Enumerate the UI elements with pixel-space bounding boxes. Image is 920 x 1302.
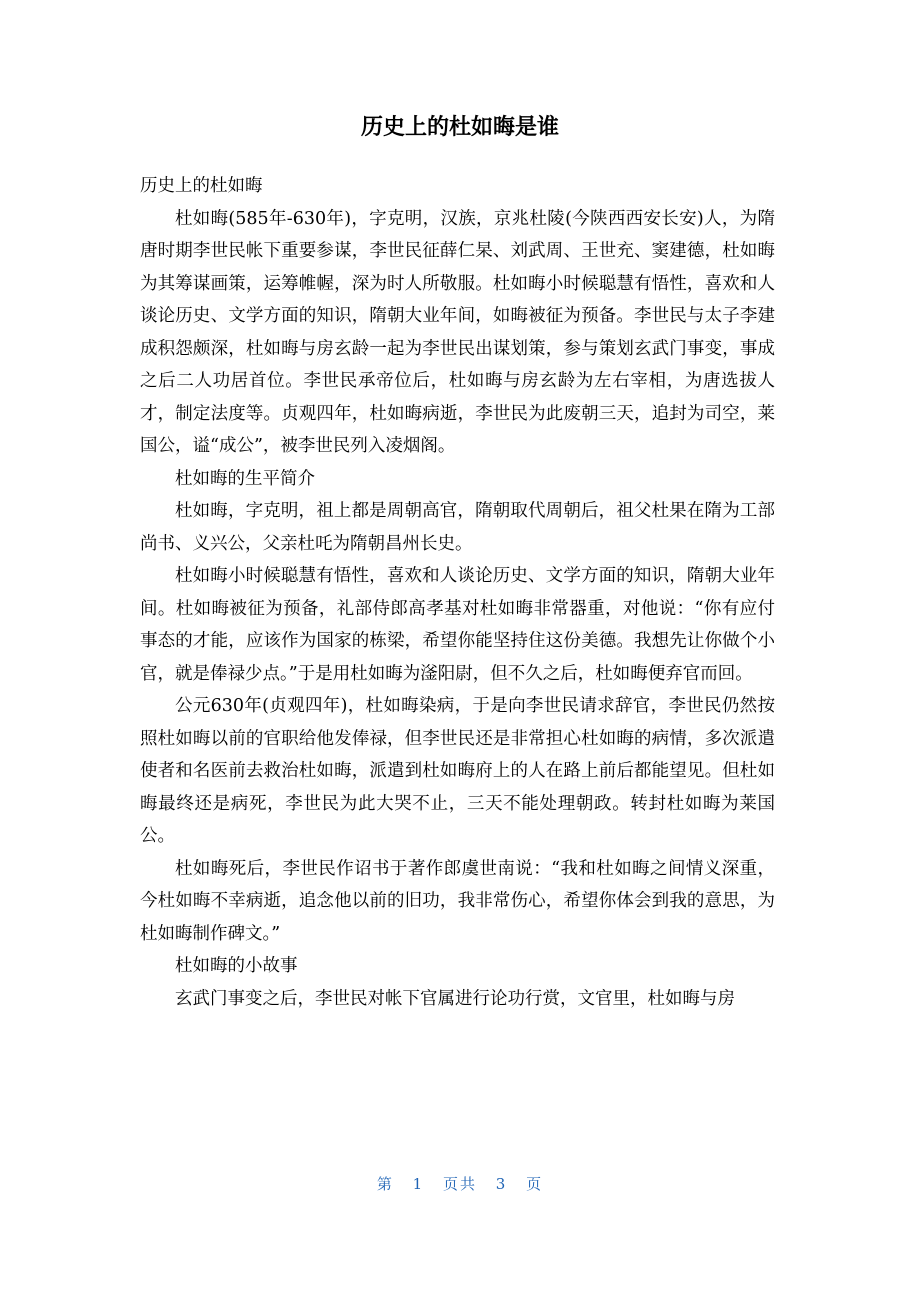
paragraph: 杜如晦(585年-630年)，字克明，汉族，京兆杜陵(今陕西西安长安)人，为隋唐时期李世民帐下重要参谋，李世民征薛仁杲、刘武周、王世充、窦建德，杜如晦为其筹谋画策，运筹帷幄，深为时人所敬服。杜如晦小时候聪慧有悟性，喜欢和人谈论历史、文学方面的知识，隋朝大业年间，如晦被征为预备。李世民与太子李建成积怨颇深，杜如晦与房玄龄一起为李世民出谋划策，参与策划玄武门事变，事成之后二人功居首位。李世民承帝位后，杜如晦与房玄龄为左右宰相，为唐选拔人才，制定法度等。贞观四年，杜如晦病逝，李世民为此废朝三天，追封为司空，莱国公，谥“成公”，被李世民列入凌烟阁。	[140, 208, 775, 456]
paragraph: 杜如晦，字克明，祖上都是周朝高官，隋朝取代周朝后，祖父杜果在隋为工部尚书、义兴公，父亲杜吒为隋朝昌州长史。	[140, 501, 775, 554]
section-heading: 杜如晦的小故事	[175, 956, 298, 976]
document-body	[140, 170, 775, 1015]
paragraph: 杜如晦死后，李世民作诏书于著作郎虞世南说：“我和杜如晦之间情义深重，今杜如晦不幸病逝，追念他以前的旧功，我非常伤心，希望你体会到我的意思，为杜如晦制作碑文。”	[140, 858, 775, 944]
section-heading: 杜如晦的生平简介	[175, 468, 315, 489]
section-heading: 历史上的杜如晦	[140, 176, 263, 196]
paragraph: 杜如晦小时候聪慧有悟性，喜欢和人谈论历史、文学方面的知识，隋朝大业年间。杜如晦被征为预备，礼部侍郎高孝基对杜如晦非常器重，对他说：“你有应付事态的才能，应该作为国家的栋梁，希望你能坚持住这份美德。我想先让你做个小官，就是俸禄少点。”于是用杜如晦为滏阳尉，但不久之后，杜如晦便弃官而回。	[140, 566, 775, 684]
paragraph: 玄武门事变之后，李世民对帐下官属进行论功行赏，文官里，杜如晦与房	[175, 988, 735, 1009]
paragraph: 公元630年(贞观四年)，杜如晦染病，于是向李世民请求辞官，李世民仍然按照杜如晦以前的官职给他发俸禄，但李世民还是非常担心杜如晦的病情，多次派遣使者和名医前去救治杜如晦，派遣到杜如晦府上的人在路上前后都能望见。但杜如晦最终还是病死，李世民为此大哭不止，三天不能处理朝政。转封杜如晦为莱国公。	[140, 696, 775, 846]
document-title: 历史上的杜如晦是谁	[360, 115, 559, 140]
page-number-footer: 第 1 页共 3 页	[376, 1175, 544, 1193]
